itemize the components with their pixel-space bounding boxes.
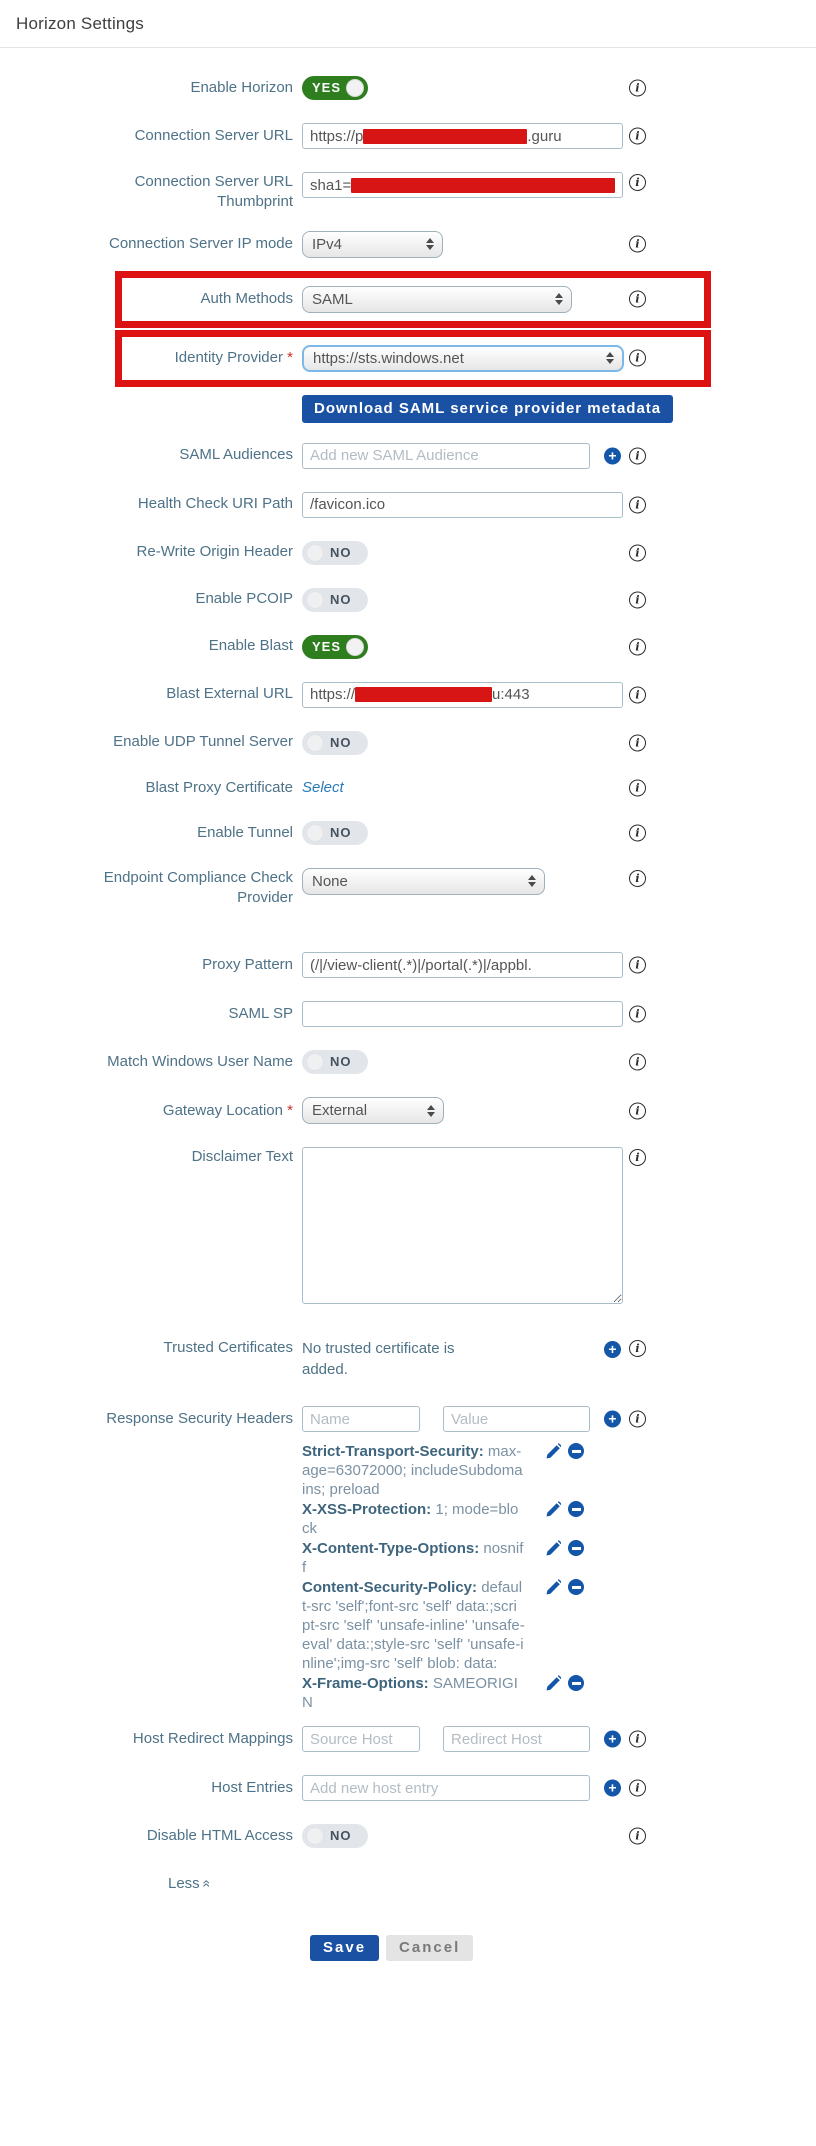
info-icon bbox=[629, 824, 646, 841]
proxy-pattern-label: Proxy Pattern bbox=[202, 956, 293, 974]
plus-icon bbox=[604, 1411, 621, 1428]
add-security-header-button[interactable] bbox=[604, 1411, 621, 1428]
gateway-location-select[interactable]: External bbox=[302, 1097, 444, 1124]
plus-icon bbox=[604, 447, 621, 464]
row-endpoint-compliance bbox=[0, 868, 816, 909]
disclaimer-text-label: Disclaimer Text bbox=[191, 1148, 293, 1166]
trusted-certificates-label: Trusted Certificates bbox=[163, 1339, 293, 1357]
host-redirect-label: Host Redirect Mappings bbox=[132, 1730, 293, 1748]
row-blast-external-url bbox=[0, 682, 816, 708]
row-saml-sp bbox=[0, 1001, 816, 1027]
form-actions bbox=[310, 1935, 816, 1961]
security-header-item bbox=[302, 1539, 602, 1577]
match-windows-toggle[interactable]: NO bbox=[302, 1050, 368, 1074]
header-value: default-src 'self';font-src 'self' data:;script-src 'self' 'unsafe-inline' 'unsafe-eval' data:;style-src 'self' 'unsafe-inline';img-src 'self' blob: data: bbox=[302, 1579, 525, 1673]
row-identity-provider bbox=[122, 345, 704, 372]
enable-pcoip-toggle[interactable]: NO bbox=[302, 588, 368, 612]
pencil-icon bbox=[545, 1540, 561, 1556]
info-icon bbox=[629, 174, 646, 191]
blast-external-url-info[interactable] bbox=[629, 686, 646, 703]
ip-mode-label: Connection Server IP mode bbox=[109, 234, 293, 252]
pencil-icon bbox=[545, 1579, 561, 1595]
header-value: nosniff bbox=[302, 1540, 524, 1577]
info-icon bbox=[629, 350, 646, 367]
header-name-input[interactable] bbox=[302, 1406, 420, 1432]
auth-methods-label: Auth Methods bbox=[200, 289, 293, 307]
row-connection-server-url bbox=[0, 123, 816, 149]
row-host-entries bbox=[0, 1775, 816, 1801]
minus-icon bbox=[568, 1579, 584, 1595]
row-enable-udp-tunnel bbox=[0, 731, 816, 755]
enable-udp-tunnel-label: Enable UDP Tunnel Server bbox=[113, 733, 293, 751]
auth-methods-info[interactable] bbox=[629, 291, 646, 308]
header-name: Content-Security-Policy: bbox=[302, 1579, 478, 1597]
info-icon bbox=[629, 591, 646, 608]
download-saml-metadata-button[interactable]: Download SAML service provider metadata bbox=[302, 395, 673, 423]
edit-header-button[interactable] bbox=[545, 1501, 561, 1517]
identity-provider-label: Identity Provider bbox=[174, 348, 283, 366]
add-host-redirect-button[interactable] bbox=[604, 1731, 621, 1748]
edit-header-button[interactable] bbox=[545, 1443, 561, 1459]
annotation-box-identity-provider bbox=[115, 330, 711, 387]
info-icon bbox=[629, 544, 646, 561]
info-icon bbox=[629, 291, 646, 308]
trusted-certificates-empty-text: No trusted certificate is added. bbox=[302, 1340, 455, 1379]
blast-external-url-label: Blast External URL bbox=[166, 685, 293, 703]
thumbprint-label: Connection Server URL Thumbprint bbox=[134, 173, 293, 211]
security-header-item bbox=[302, 1578, 602, 1673]
header-name: Strict-Transport-Security: bbox=[302, 1443, 484, 1461]
row-enable-horizon bbox=[0, 76, 816, 100]
info-icon bbox=[629, 1102, 646, 1119]
info-icon bbox=[629, 638, 646, 655]
minus-icon bbox=[568, 1540, 584, 1556]
auth-methods-select[interactable]: SAML bbox=[302, 286, 572, 313]
enable-pcoip-info[interactable] bbox=[629, 591, 646, 608]
saml-sp-label: SAML SP bbox=[228, 1005, 293, 1023]
row-disable-html-access bbox=[0, 1824, 816, 1848]
row-enable-pcoip bbox=[0, 588, 816, 612]
thumbprint-info[interactable] bbox=[629, 174, 646, 191]
row-blast-proxy-certificate bbox=[0, 778, 816, 798]
redaction-bar bbox=[355, 687, 492, 702]
pencil-icon bbox=[545, 1443, 561, 1459]
saml-audiences-input[interactable] bbox=[302, 443, 590, 469]
match-windows-info[interactable] bbox=[629, 1054, 646, 1071]
disable-html-access-toggle[interactable]: NO bbox=[302, 1824, 368, 1848]
health-check-uri-input[interactable] bbox=[302, 492, 623, 518]
chevron-updown-icon bbox=[426, 238, 434, 250]
blast-external-url-input[interactable]: https:// u:443 bbox=[302, 682, 623, 708]
cancel-button[interactable]: Cancel bbox=[386, 1935, 473, 1961]
disable-html-access-info[interactable] bbox=[629, 1828, 646, 1845]
row-connection-server-url-thumbprint bbox=[0, 172, 816, 213]
chevron-updown-icon bbox=[606, 352, 614, 364]
row-match-windows-user-name bbox=[0, 1050, 816, 1074]
edit-header-button[interactable] bbox=[545, 1579, 561, 1595]
match-windows-label: Match Windows User Name bbox=[107, 1053, 293, 1071]
info-icon bbox=[629, 1340, 646, 1357]
blast-proxy-cert-label: Blast Proxy Certificate bbox=[145, 778, 293, 796]
enable-blast-label: Enable Blast bbox=[208, 637, 293, 655]
header-value: max-age=63072000; includeSubdomains; preload bbox=[302, 1443, 523, 1499]
row-download-metadata bbox=[0, 395, 816, 423]
disclaimer-info[interactable] bbox=[629, 1149, 646, 1166]
saml-audiences-info[interactable] bbox=[629, 447, 646, 464]
info-icon bbox=[629, 447, 646, 464]
row-auth-methods bbox=[122, 286, 704, 313]
page-header bbox=[0, 0, 816, 48]
minus-icon bbox=[568, 1675, 584, 1691]
toggle-knob-icon bbox=[306, 591, 324, 609]
gateway-location-info[interactable] bbox=[629, 1102, 646, 1119]
rewrite-origin-label: Re-Write Origin Header bbox=[136, 543, 293, 561]
identity-provider-select[interactable]: https://sts.windows.net bbox=[302, 345, 624, 372]
pencil-icon bbox=[545, 1501, 561, 1517]
proxy-pattern-info[interactable] bbox=[629, 957, 646, 974]
row-health-check-uri bbox=[0, 492, 816, 518]
endpoint-compliance-info[interactable] bbox=[629, 870, 646, 887]
required-asterisk: * bbox=[287, 348, 293, 366]
toggle-knob-icon bbox=[306, 824, 324, 842]
health-check-uri-label: Health Check URI Path bbox=[137, 495, 293, 513]
host-redirect-info[interactable] bbox=[629, 1731, 646, 1748]
toggle-knob-icon bbox=[306, 734, 324, 752]
enable-tunnel-info[interactable] bbox=[629, 824, 646, 841]
blast-proxy-cert-select-link[interactable]: Select bbox=[302, 779, 344, 797]
toggle-knob-icon bbox=[346, 638, 364, 656]
enable-horizon-toggle[interactable]: YES bbox=[302, 76, 368, 100]
plus-icon bbox=[604, 1341, 621, 1358]
remove-header-button[interactable] bbox=[568, 1579, 584, 1595]
rewrite-origin-info[interactable] bbox=[629, 544, 646, 561]
enable-blast-toggle[interactable]: YES bbox=[302, 635, 368, 659]
info-icon bbox=[629, 779, 646, 796]
security-header-item bbox=[302, 1674, 602, 1712]
header-name: X-XSS-Protection: bbox=[302, 1501, 432, 1519]
row-enable-tunnel bbox=[0, 821, 816, 845]
header-value: SAMEORIGIN bbox=[302, 1675, 518, 1712]
info-icon bbox=[629, 236, 646, 253]
enable-blast-info[interactable] bbox=[629, 638, 646, 655]
info-icon bbox=[629, 128, 646, 145]
edit-header-button[interactable] bbox=[545, 1540, 561, 1556]
pencil-icon bbox=[545, 1675, 561, 1691]
connection-server-url-info[interactable] bbox=[629, 128, 646, 145]
remove-header-button[interactable] bbox=[568, 1443, 584, 1459]
redirect-host-input[interactable] bbox=[443, 1726, 590, 1752]
header-value-input[interactable] bbox=[443, 1406, 590, 1432]
info-icon bbox=[629, 1006, 646, 1023]
header-name: X-Content-Type-Options: bbox=[302, 1540, 480, 1558]
info-icon bbox=[629, 1149, 646, 1166]
endpoint-compliance-select[interactable]: None bbox=[302, 868, 545, 895]
info-icon bbox=[629, 957, 646, 974]
info-icon bbox=[629, 1731, 646, 1748]
disable-html-access-label: Disable HTML Access bbox=[146, 1827, 293, 1845]
disclaimer-textarea[interactable] bbox=[302, 1147, 623, 1304]
less-link[interactable]: Less « bbox=[168, 1875, 216, 1893]
chevron-up-icon: « bbox=[199, 1879, 216, 1887]
minus-icon bbox=[568, 1501, 584, 1517]
horizon-settings-form bbox=[0, 48, 816, 1961]
remove-header-button[interactable] bbox=[568, 1675, 584, 1691]
enable-horizon-label: Enable Horizon bbox=[190, 78, 293, 96]
response-headers-info[interactable] bbox=[629, 1411, 646, 1428]
gateway-location-label: Gateway Location bbox=[162, 1101, 283, 1119]
enable-horizon-info[interactable] bbox=[629, 80, 646, 97]
toggle-knob-icon bbox=[306, 544, 324, 562]
rewrite-origin-toggle[interactable]: NO bbox=[302, 541, 368, 565]
host-entries-info[interactable] bbox=[629, 1780, 646, 1797]
health-check-uri-info[interactable] bbox=[629, 496, 646, 513]
chevron-updown-icon bbox=[555, 293, 563, 305]
connection-server-url-label: Connection Server URL bbox=[134, 126, 293, 144]
page-title: Horizon Settings bbox=[16, 14, 144, 33]
enable-pcoip-label: Enable PCOIP bbox=[195, 590, 293, 608]
trusted-certificates-info[interactable] bbox=[629, 1340, 646, 1357]
remove-header-button[interactable] bbox=[568, 1540, 584, 1556]
minus-icon bbox=[568, 1443, 584, 1459]
blast-proxy-cert-info[interactable] bbox=[629, 779, 646, 796]
required-asterisk: * bbox=[287, 1101, 293, 1119]
annotation-box-auth-methods bbox=[115, 271, 711, 328]
toggle-knob-icon bbox=[346, 79, 364, 97]
plus-icon bbox=[604, 1731, 621, 1748]
source-host-input[interactable] bbox=[302, 1726, 420, 1752]
edit-header-button[interactable] bbox=[545, 1675, 561, 1691]
saml-audiences-label: SAML Audiences bbox=[179, 446, 293, 464]
info-icon bbox=[629, 1411, 646, 1428]
enable-tunnel-toggle[interactable]: NO bbox=[302, 821, 368, 845]
endpoint-compliance-label: Endpoint Compliance Check Provider bbox=[103, 868, 293, 906]
saml-sp-info[interactable] bbox=[629, 1006, 646, 1023]
row-less bbox=[168, 1875, 816, 1893]
info-icon bbox=[629, 1780, 646, 1797]
security-header-item bbox=[302, 1500, 602, 1538]
ip-mode-select[interactable]: IPv4 bbox=[302, 231, 443, 258]
identity-provider-info[interactable] bbox=[629, 350, 646, 367]
header-value: 1; mode=block bbox=[302, 1501, 519, 1538]
row-proxy-pattern bbox=[0, 952, 816, 978]
row-enable-blast bbox=[0, 635, 816, 659]
row-gateway-location bbox=[0, 1097, 816, 1124]
toggle-knob-icon bbox=[306, 1053, 324, 1071]
host-entries-label: Host Entries bbox=[211, 1779, 293, 1797]
host-entries-input[interactable] bbox=[302, 1775, 590, 1801]
info-icon bbox=[629, 80, 646, 97]
info-icon bbox=[629, 734, 646, 751]
chevron-updown-icon bbox=[528, 875, 536, 887]
row-host-redirect-mappings bbox=[0, 1726, 816, 1752]
row-trusted-certificates bbox=[0, 1338, 816, 1380]
info-icon bbox=[629, 870, 646, 887]
save-button[interactable]: Save bbox=[310, 1935, 379, 1961]
connection-server-url-input[interactable]: https://p .guru bbox=[302, 123, 623, 149]
saml-sp-input[interactable] bbox=[302, 1001, 623, 1027]
add-trusted-certificate-button[interactable] bbox=[604, 1341, 621, 1358]
remove-header-button[interactable] bbox=[568, 1501, 584, 1517]
enable-tunnel-label: Enable Tunnel bbox=[197, 823, 293, 841]
chevron-updown-icon bbox=[427, 1105, 435, 1117]
info-icon bbox=[629, 686, 646, 703]
add-host-entry-button[interactable] bbox=[604, 1780, 621, 1797]
row-response-security-headers bbox=[0, 1406, 816, 1432]
row-connection-server-ip-mode bbox=[0, 231, 816, 258]
add-saml-audience-button[interactable] bbox=[604, 447, 621, 464]
header-name: X-Frame-Options: bbox=[302, 1675, 429, 1693]
toggle-knob-icon bbox=[306, 1827, 324, 1845]
info-icon bbox=[629, 496, 646, 513]
security-headers-list bbox=[302, 1442, 602, 1712]
ip-mode-info[interactable] bbox=[629, 236, 646, 253]
redaction-bar bbox=[351, 178, 615, 193]
info-icon bbox=[629, 1054, 646, 1071]
enable-udp-tunnel-info[interactable] bbox=[629, 734, 646, 751]
redaction-bar bbox=[363, 129, 527, 144]
plus-icon bbox=[604, 1780, 621, 1797]
security-header-item bbox=[302, 1442, 602, 1499]
row-rewrite-origin-header bbox=[0, 541, 816, 565]
enable-udp-tunnel-toggle[interactable]: NO bbox=[302, 731, 368, 755]
row-disclaimer-text bbox=[0, 1147, 816, 1304]
info-icon bbox=[629, 1828, 646, 1845]
proxy-pattern-input[interactable] bbox=[302, 952, 623, 978]
thumbprint-input[interactable]: sha1= bbox=[302, 172, 623, 198]
row-saml-audiences bbox=[0, 443, 816, 469]
response-headers-label: Response Security Headers bbox=[106, 1410, 293, 1428]
